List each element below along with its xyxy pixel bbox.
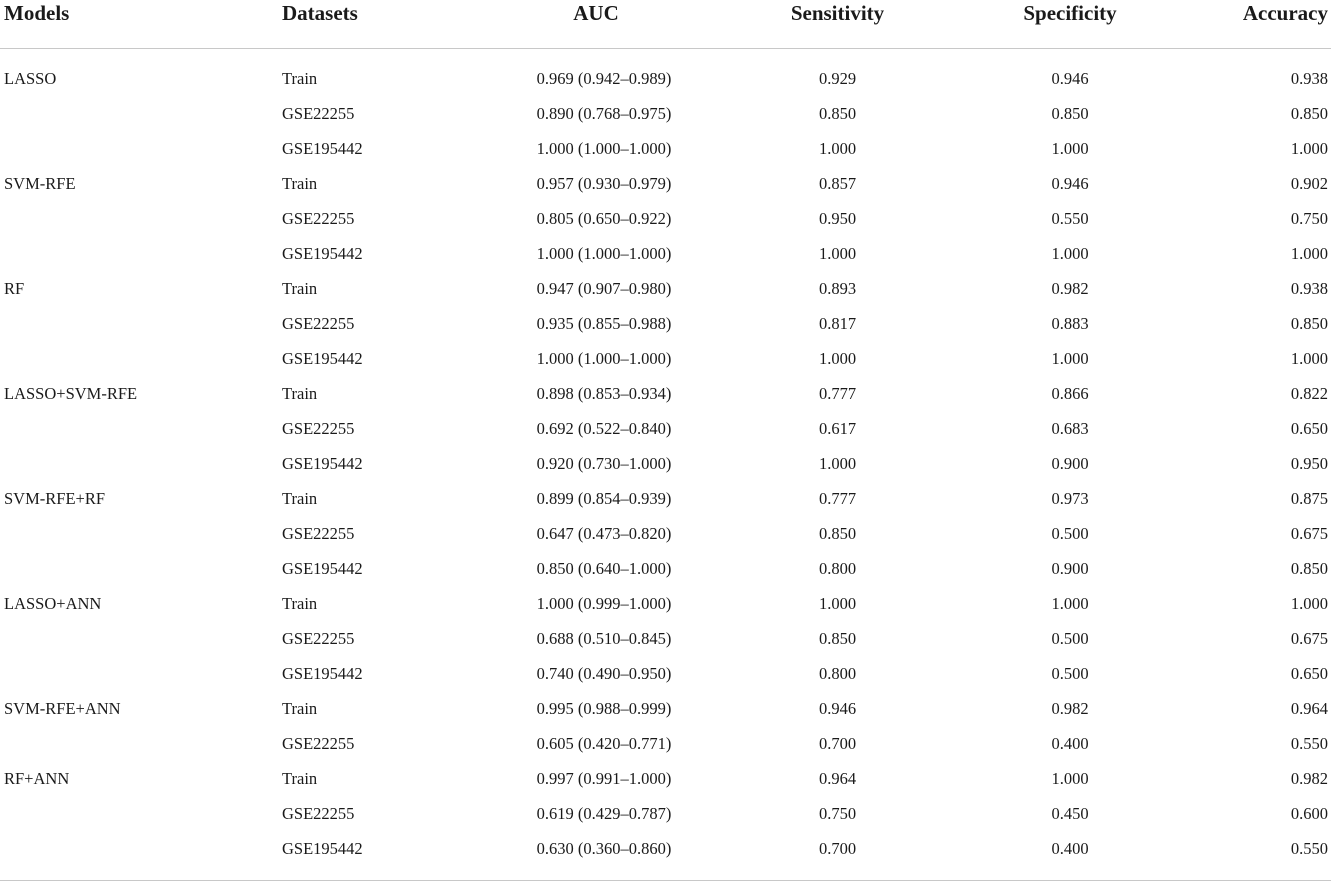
cell-accuracy: 0.902 [1290,173,1328,193]
table-row [0,586,1331,621]
cell-specificity: 0.973 [1051,488,1089,508]
cell-accuracy: 0.650 [1290,663,1328,683]
cell-specificity: 0.946 [1051,173,1089,193]
cell-sensitivity: 0.946 [818,698,857,718]
table-row [0,726,1331,761]
cell-model [0,551,278,586]
cell-auc: 0.688 (0.510–0.845) [536,628,672,648]
table-row [0,341,1331,376]
cell-model [0,341,278,376]
cell-specificity: 0.500 [1051,628,1089,648]
cell-model [0,236,278,271]
cell-auc: 0.935 (0.855–0.988) [536,313,672,333]
cell-dataset: GSE22255 [282,313,355,333]
cell-dataset: Train [282,173,318,193]
cell-auc: 0.969 (0.942–0.989) [536,68,672,88]
header-row [0,0,1331,49]
cell-auc: 0.995 (0.988–0.999) [536,698,672,718]
header-datasets: Datasets [278,0,470,49]
cell-auc: 0.805 (0.650–0.922) [536,208,672,228]
cell-sensitivity: 1.000 [818,453,857,473]
cell-model [0,796,278,831]
cell-specificity: 0.900 [1051,453,1089,473]
table-row [0,831,1331,881]
cell-accuracy: 0.550 [1187,831,1331,881]
cell-specificity: 1.000 [1051,348,1089,368]
cell-dataset: GSE195442 [282,348,363,368]
cell-auc: 0.605 (0.420–0.771) [536,733,672,753]
cell-auc: 1.000 (1.000–1.000) [536,348,672,368]
cell-model: SVM-RFE+ANN [4,698,121,718]
cell-auc: 0.890 (0.768–0.975) [536,103,672,123]
cell-sensitivity: 0.617 [818,418,857,438]
table-row [0,49,1331,97]
cell-specificity: 0.400 [953,831,1187,881]
cell-model [0,306,278,341]
cell-auc: 0.899 (0.854–0.939) [536,488,672,508]
table-row [0,551,1331,586]
cell-accuracy: 1.000 [1290,138,1328,158]
table-row [0,96,1331,131]
cell-sensitivity: 0.857 [818,173,857,193]
cell-dataset: Train [282,593,318,613]
cell-sensitivity: 1.000 [818,593,857,613]
cell-sensitivity: 0.800 [818,663,857,683]
cell-model [0,201,278,236]
header-accuracy: Accuracy [1187,0,1331,49]
header-models: Models [0,0,278,49]
cell-auc: 0.957 (0.930–0.979) [536,173,672,193]
cell-auc: 1.000 (1.000–1.000) [536,138,672,158]
table-row [0,761,1331,796]
table-row [0,271,1331,306]
cell-specificity: 0.982 [1051,278,1089,298]
cell-auc: 1.000 (1.000–1.000) [536,243,672,263]
cell-auc: 0.619 (0.429–0.787) [536,803,672,823]
cell-accuracy: 0.650 [1290,418,1328,438]
cell-accuracy: 1.000 [1290,593,1328,613]
cell-dataset: Train [282,278,318,298]
cell-auc: 0.630 (0.360–0.860) [470,831,722,881]
cell-dataset: Train [282,383,318,403]
cell-accuracy: 0.938 [1290,278,1328,298]
cell-sensitivity: 0.777 [818,488,857,508]
cell-sensitivity: 0.850 [818,103,857,123]
cell-model: RF [4,278,25,298]
cell-auc: 1.000 (0.999–1.000) [536,593,672,613]
cell-accuracy: 1.000 [1290,243,1328,263]
cell-model [0,726,278,761]
header-specificity: Specificity [953,0,1187,49]
cell-dataset: GSE22255 [282,523,355,543]
cell-sensitivity: 0.800 [818,558,857,578]
cell-sensitivity: 0.777 [818,383,857,403]
cell-specificity: 0.400 [1051,733,1089,753]
table-row [0,446,1331,481]
cell-sensitivity: 1.000 [818,243,857,263]
cell-sensitivity: 0.850 [818,523,857,543]
cell-specificity: 0.550 [1051,208,1089,228]
cell-model: SVM-RFE [4,173,76,193]
cell-sensitivity: 0.700 [722,831,953,881]
cell-dataset: Train [282,488,318,508]
table-row [0,376,1331,411]
table-row [0,796,1331,831]
cell-accuracy: 0.550 [1290,733,1328,753]
cell-model: LASSO [4,68,57,88]
cell-accuracy: 0.938 [1290,68,1328,88]
cell-sensitivity: 0.850 [818,628,857,648]
cell-specificity: 1.000 [1051,593,1089,613]
cell-dataset: GSE22255 [282,418,355,438]
cell-accuracy: 0.822 [1290,383,1328,403]
header-auc: AUC [470,0,722,49]
cell-sensitivity: 0.964 [818,768,857,788]
cell-accuracy: 0.964 [1290,698,1328,718]
cell-specificity: 0.450 [1051,803,1089,823]
cell-model [0,446,278,481]
cell-accuracy: 0.950 [1290,453,1328,473]
cell-auc: 0.850 (0.640–1.000) [536,558,672,578]
cell-dataset: GSE195442 [282,453,363,473]
cell-sensitivity: 0.817 [818,313,857,333]
cell-specificity: 0.683 [1051,418,1089,438]
cell-dataset: GSE22255 [282,628,355,648]
cell-model [0,516,278,551]
cell-dataset: GSE22255 [282,803,355,823]
cell-dataset: Train [282,698,318,718]
cell-model [0,411,278,446]
cell-accuracy: 0.675 [1290,628,1328,648]
cell-specificity: 0.500 [1051,523,1089,543]
cell-auc: 0.898 (0.853–0.934) [536,383,672,403]
table-header [0,0,1331,49]
cell-sensitivity: 1.000 [818,348,857,368]
cell-auc: 0.692 (0.522–0.840) [536,418,672,438]
cell-specificity: 1.000 [1051,243,1089,263]
cell-sensitivity: 0.950 [818,208,857,228]
cell-specificity: 1.000 [1051,768,1089,788]
cell-accuracy: 0.850 [1290,103,1328,123]
cell-dataset: GSE195442 [282,138,363,158]
cell-accuracy: 0.850 [1290,313,1328,333]
cell-sensitivity: 1.000 [818,138,857,158]
cell-accuracy: 0.600 [1290,803,1328,823]
cell-accuracy: 0.875 [1290,488,1328,508]
cell-dataset: GSE22255 [282,733,355,753]
cell-specificity: 0.982 [1051,698,1089,718]
table-row [0,411,1331,446]
table-row [0,166,1331,201]
cell-specificity: 1.000 [1051,138,1089,158]
cell-model [0,96,278,131]
cell-sensitivity: 0.700 [818,733,857,753]
cell-model [0,131,278,166]
cell-accuracy: 0.850 [1290,558,1328,578]
table-row [0,691,1331,726]
cell-accuracy: 1.000 [1290,348,1328,368]
cell-dataset: GSE195442 [282,558,363,578]
cell-specificity: 0.883 [1051,313,1089,333]
table-body [0,49,1331,881]
cell-dataset: GSE22255 [282,103,355,123]
cell-model: LASSO+SVM-RFE [4,383,138,403]
cell-auc: 0.920 (0.730–1.000) [536,453,672,473]
table-row [0,201,1331,236]
cell-auc: 0.740 (0.490–0.950) [536,663,672,683]
table-row [0,306,1331,341]
cell-dataset: Train [282,768,318,788]
cell-dataset: GSE195442 [278,831,470,881]
cell-sensitivity: 0.929 [818,68,857,88]
cell-dataset: GSE22255 [282,208,355,228]
cell-specificity: 0.500 [1051,663,1089,683]
cell-sensitivity: 0.893 [818,278,857,298]
cell-model: SVM-RFE+RF [4,488,106,508]
cell-specificity: 0.900 [1051,558,1089,578]
cell-model [0,831,278,881]
cell-specificity: 0.866 [1051,383,1089,403]
table-row [0,656,1331,691]
cell-auc: 0.997 (0.991–1.000) [536,768,672,788]
cell-accuracy: 0.750 [1290,208,1328,228]
table-row [0,481,1331,516]
cell-model: LASSO+ANN [4,593,102,613]
table-row [0,236,1331,271]
cell-auc: 0.947 (0.907–0.980) [536,278,672,298]
cell-model [0,621,278,656]
cell-model: RF+ANN [4,768,70,788]
table-row [0,131,1331,166]
cell-dataset: Train [282,68,318,88]
cell-sensitivity: 0.750 [818,803,857,823]
cell-dataset: GSE195442 [282,663,363,683]
cell-specificity: 0.850 [1051,103,1089,123]
table-row [0,621,1331,656]
cell-dataset: GSE195442 [282,243,363,263]
header-sensitivity: Sensitivity [722,0,953,49]
cell-accuracy: 0.982 [1290,768,1328,788]
cell-model [0,656,278,691]
cell-auc: 0.647 (0.473–0.820) [536,523,672,543]
cell-accuracy: 0.675 [1290,523,1328,543]
table-row [0,516,1331,551]
cell-specificity: 0.946 [1051,68,1089,88]
